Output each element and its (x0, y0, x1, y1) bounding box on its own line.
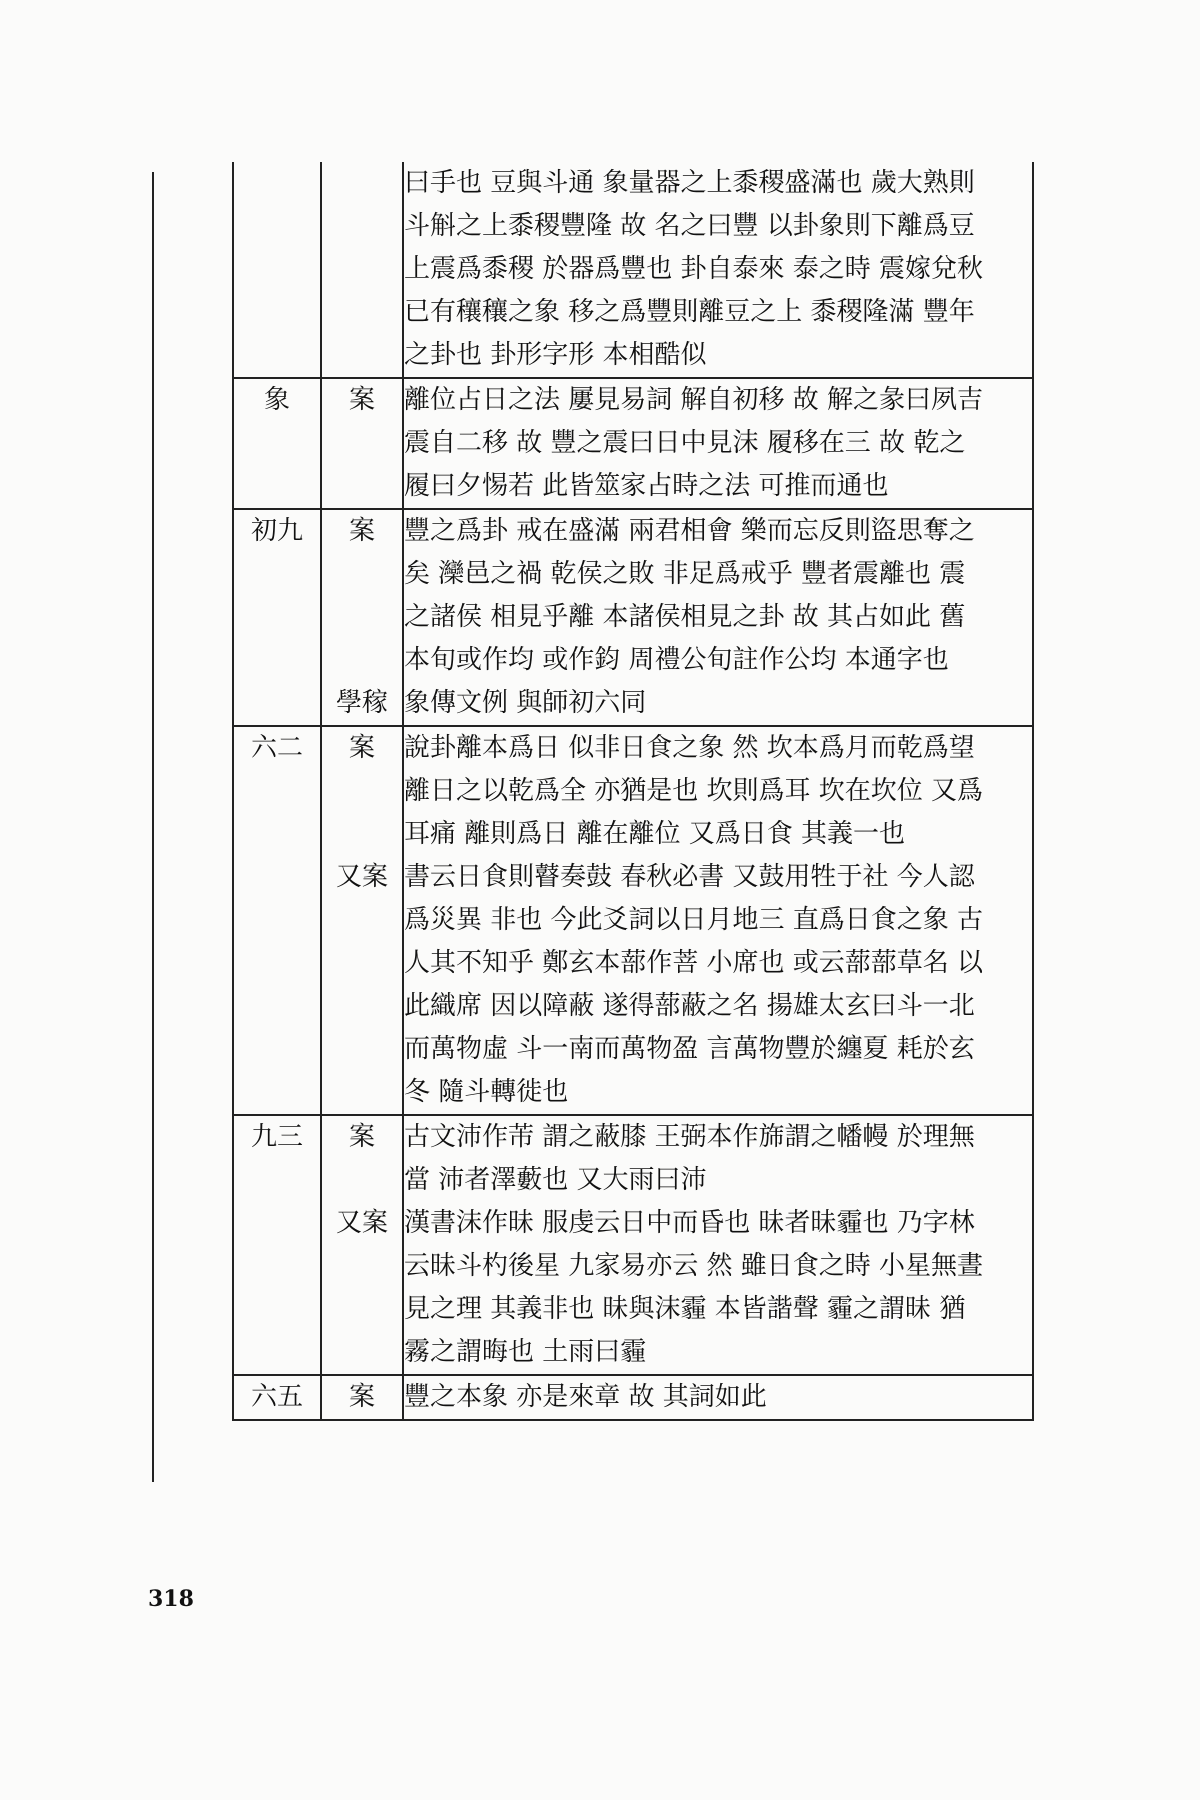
commentary-line: 之諸侯 相見乎離 本諸侯相見之卦 故 其占如此 舊 (404, 602, 966, 632)
yao-cell (233, 726, 321, 1115)
commentary-line: 而萬物虛 斗一南而萬物盈 言萬物豐於纏夏 耗於玄 (404, 1034, 975, 1064)
commentary-line: 書云日食則瞽奏鼓 春秋必書 又鼓用牲于社 今人認 (404, 862, 975, 892)
commentary-line: 當 沛者澤藪也 又大雨曰沛 (404, 1165, 707, 1195)
tag-label (322, 1288, 402, 1331)
tag-label (322, 813, 402, 856)
tag-label (322, 1028, 402, 1071)
commentary-line: 爲災異 非也 今此爻詞以日月地三 直爲日食之象 古 (404, 905, 984, 935)
yao-label: 九三 (250, 1122, 303, 1152)
commentary-cell (403, 378, 1033, 509)
annotation-table-body (233, 162, 1033, 1420)
tag-label (322, 985, 402, 1028)
tag-label (322, 942, 402, 985)
tag-label (322, 1159, 402, 1202)
commentary-line: 離位占日之法 屢見易詞 解自初移 故 解之彖曰夙吉 (404, 385, 984, 415)
tag-label: 學稼 (335, 688, 388, 718)
yao-label: 六二 (250, 733, 303, 763)
commentary-line: 震自二移 故 豐之震曰日中見沫 履移在三 故 乾之 (404, 428, 966, 458)
tag-cell (321, 162, 403, 378)
commentary-line: 曰手也 豆與斗通 象量器之上黍稷盛滿也 歲大熟則 (404, 168, 975, 198)
commentary-line: 此織席 因以障蔽 遂得蔀蔽之名 揚雄太玄曰斗一北 (404, 991, 975, 1021)
tag-cell (321, 1115, 403, 1375)
tag-cell (321, 1375, 403, 1420)
tag-label (322, 1071, 402, 1114)
table-row (233, 162, 1033, 378)
commentary-line: 霧之謂晦也 土雨曰霾 (404, 1337, 647, 1367)
tag-label: 案 (348, 385, 375, 415)
tag-label: 又案 (335, 862, 388, 892)
commentary-line: 耳痛 離則爲日 離在離位 又爲日食 其義一也 (404, 819, 906, 849)
tag-label (322, 639, 402, 682)
tag-label: 又案 (335, 1208, 388, 1238)
yao-cell (233, 378, 321, 509)
yao-label: 象 (263, 385, 290, 415)
yao-label: 六五 (250, 1382, 303, 1412)
commentary-line: 之卦也 卦形字形 本相酷似 (404, 340, 707, 370)
commentary-cell (403, 162, 1033, 378)
tag-label (322, 1245, 402, 1288)
commentary-line: 云昧斗杓後星 九家易亦云 然 雖日食之時 小星無晝 (404, 1251, 984, 1281)
tag-cell (321, 726, 403, 1115)
margin-rule (152, 172, 154, 1482)
commentary-line: 象傳文例 與師初六同 (404, 688, 647, 718)
commentary-line: 人其不知乎 鄭玄本蔀作菩 小席也 或云蔀蔀草名 以 (404, 948, 984, 978)
commentary-cell (403, 509, 1033, 726)
table-row (233, 509, 1033, 726)
commentary-line: 離日之以乾爲全 亦猶是也 坎則爲耳 坎在坎位 又爲 (404, 776, 984, 806)
tag-label (322, 553, 402, 596)
commentary-line: 斗斛之上黍稷豐隆 故 名之曰豐 以卦象則下離爲豆 (404, 211, 975, 241)
tag-label: 案 (348, 1122, 375, 1152)
tag-cell (321, 509, 403, 726)
tag-label (322, 1331, 402, 1374)
tag-label (322, 596, 402, 639)
yao-cell (233, 1115, 321, 1375)
yao-cell (233, 1375, 321, 1420)
annotation-table (232, 162, 1034, 1421)
commentary-line: 本旬或作均 或作鈞 周禮公旬註作公均 本通字也 (404, 645, 949, 675)
yao-cell (233, 509, 321, 726)
commentary-line: 漢書沫作昧 服虔云日中而昏也 昧者昧霾也 乃字林 (404, 1208, 975, 1238)
commentary-line: 豐之本象 亦是來章 故 其詞如此 (404, 1382, 767, 1412)
tag-label (322, 899, 402, 942)
yao-label: 初九 (250, 516, 303, 546)
yao-cell (233, 162, 321, 378)
table-row (233, 1375, 1033, 1420)
commentary-cell (403, 726, 1033, 1115)
table-row (233, 1115, 1033, 1375)
table-row (233, 726, 1033, 1115)
page-number: 318 (148, 1586, 194, 1612)
tag-label: 案 (348, 1382, 375, 1412)
commentary-line: 上震爲黍稷 於器爲豐也 卦自泰來 泰之時 震嫁兌秋 (404, 254, 984, 284)
commentary-line: 矣 灤邑之禍 乾侯之敗 非足爲戒乎 豐者震離也 震 (404, 559, 966, 589)
commentary-line: 冬 隨斗轉徙也 (404, 1077, 569, 1107)
table-row (233, 378, 1033, 509)
commentary-line: 說卦離本爲日 似非日食之象 然 坎本爲月而乾爲望 (404, 733, 975, 763)
commentary-line: 履曰夕惕若 此皆筮家占時之法 可推而通也 (404, 471, 889, 501)
commentary-cell (403, 1375, 1033, 1420)
tag-label: 案 (348, 733, 375, 763)
tag-label (322, 770, 402, 813)
tag-cell (321, 378, 403, 509)
commentary-cell (403, 1115, 1033, 1375)
commentary-line: 已有穰穰之象 移之爲豐則離豆之上 黍稷隆滿 豐年 (404, 297, 975, 327)
commentary-line: 古文沛作芾 謂之蔽膝 王弼本作旆謂之幡幔 於理無 (404, 1122, 975, 1152)
commentary-line: 豐之爲卦 戒在盛滿 兩君相會 樂而忘反則盜思奪之 (404, 516, 975, 546)
commentary-line: 見之理 其義非也 昧與沫霾 本皆諧聲 霾之謂昧 猶 (404, 1294, 966, 1324)
tag-label: 案 (348, 516, 375, 546)
